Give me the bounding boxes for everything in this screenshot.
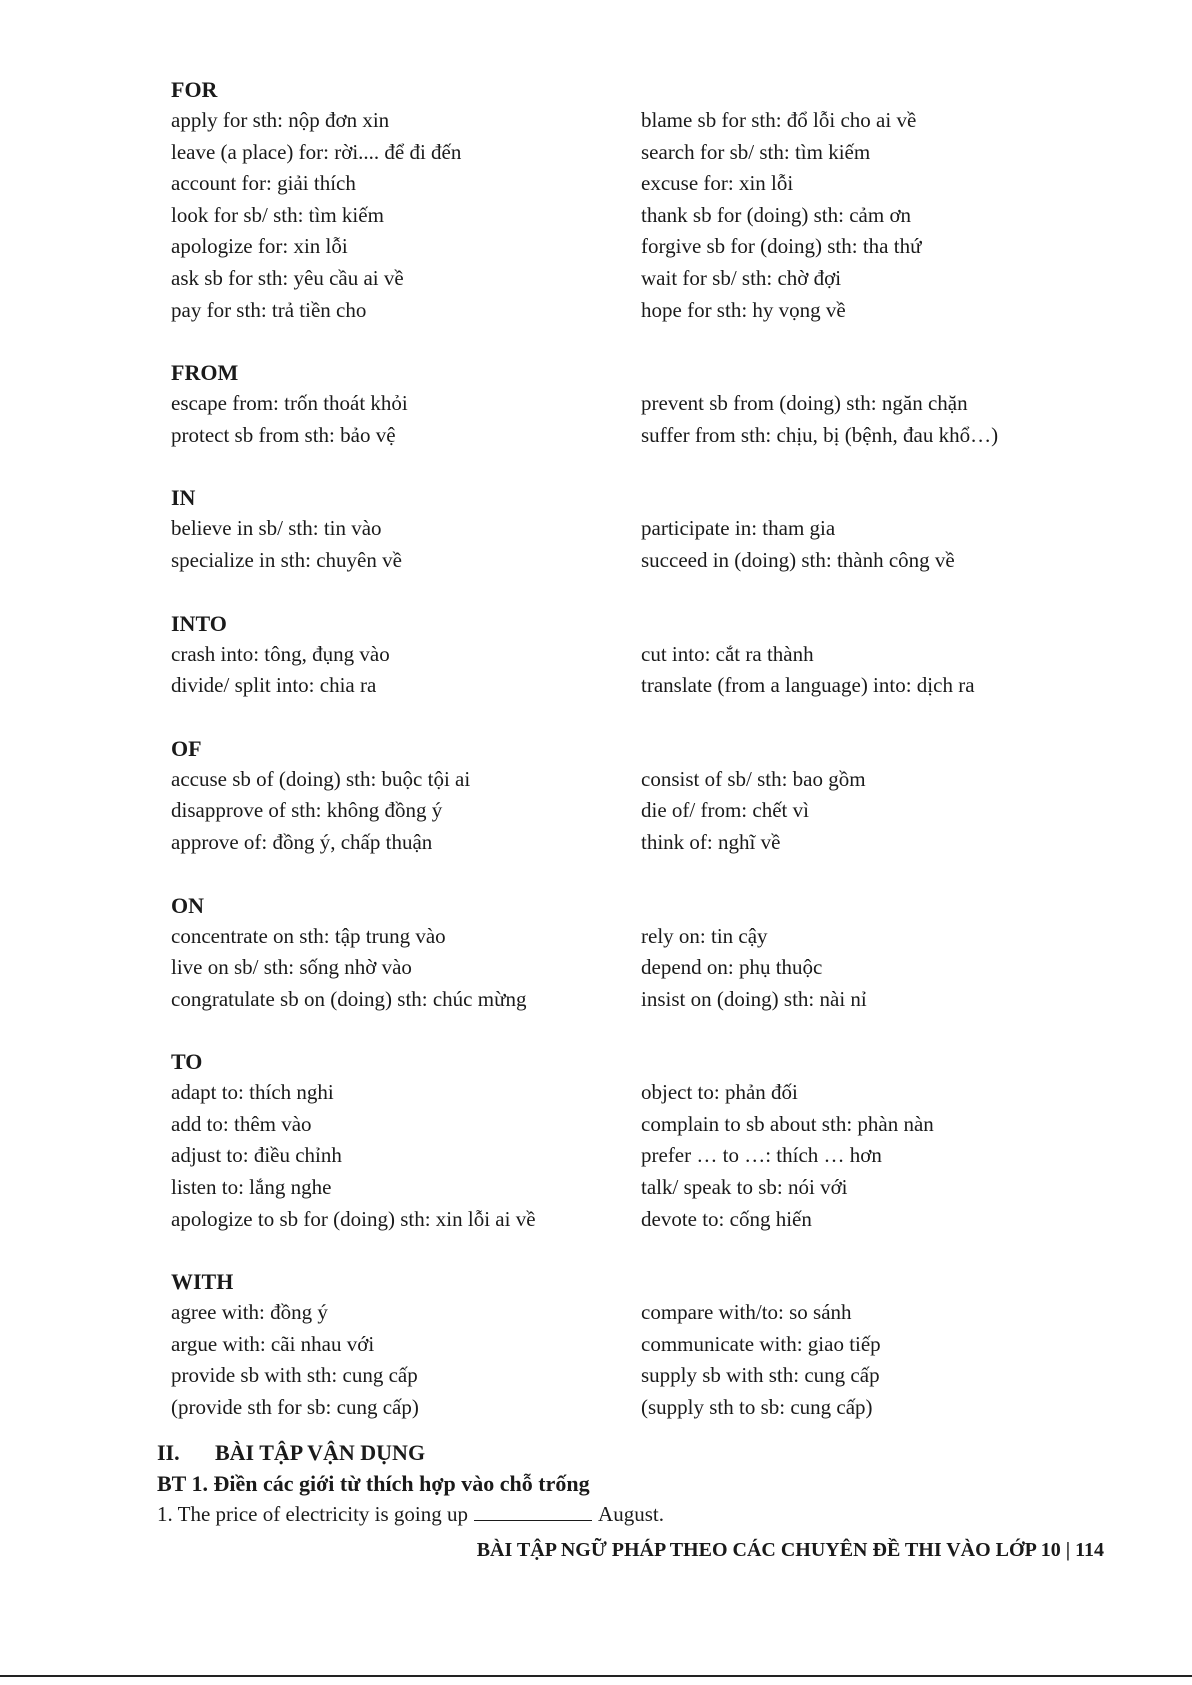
entry-left: believe in sb/ sth: tin vào (171, 516, 382, 541)
entry-right: thank sb for (doing) sth: cảm ơn (641, 202, 912, 227)
entry-left: adapt to: thích nghi (171, 1080, 334, 1105)
section-for (171, 74, 1121, 326)
entry-row (171, 1077, 1121, 1109)
entry-left: pay for sth: trả tiền cho (171, 297, 367, 322)
entry-left: add to: thêm vào (171, 1111, 312, 1136)
entry-left: apologize for: xin lỗi (171, 234, 348, 259)
entry-right: (supply sth to sb: cung cấp) (641, 1395, 873, 1420)
section-of (171, 733, 1121, 859)
section-on (171, 890, 1121, 1016)
entry-row (171, 1392, 1121, 1424)
entry-right: compare with/to: so sánh (641, 1300, 852, 1325)
entry-row (171, 639, 1121, 671)
entry-row (171, 952, 1121, 984)
entry-row (171, 545, 1121, 577)
entry-row (171, 295, 1121, 327)
section-heading: FROM (171, 360, 239, 386)
entry-row (171, 795, 1121, 827)
bottom-divider (0, 1675, 1192, 1677)
entry-right: search for sb/ sth: tìm kiếm (641, 139, 871, 164)
entry-left: apply for sth: nộp đơn xin (171, 108, 390, 132)
entry-right: die of/ from: chết vì (641, 798, 809, 823)
entry-right: object to: phản đối (641, 1080, 798, 1105)
section-in (171, 482, 1121, 576)
entry-row (171, 420, 1121, 452)
section-heading-ii (157, 1437, 1117, 1468)
entry-left: ask sb for sth: yêu cầu ai về (171, 265, 404, 290)
entry-left: agree with: đồng ý (171, 1300, 328, 1325)
entry-row (171, 1172, 1121, 1204)
question-text-after: August. (598, 1502, 664, 1526)
entry-left: provide sb with sth: cung cấp (171, 1363, 418, 1388)
entry-row (171, 231, 1121, 263)
entry-right: prevent sb from (doing) sth: ngăn chặn (641, 391, 968, 416)
entry-right: rely on: tin cậy (641, 923, 768, 948)
entry-right: devote to: cống hiến (641, 1206, 812, 1231)
entry-left: look for sb/ sth: tìm kiếm (171, 202, 384, 227)
section-to (171, 1046, 1121, 1235)
entry-left: congratulate sb on (doing) sth: chúc mừng (171, 986, 527, 1011)
question-text-before: 1. The price of electricity is going up (157, 1502, 469, 1526)
section-heading: OF (171, 735, 202, 761)
entry-row (171, 921, 1121, 953)
exercise-block (157, 1437, 1117, 1530)
entry-left: listen to: lắng nghe (171, 1175, 332, 1200)
entry-right: prefer … to …: thích … hơn (641, 1143, 882, 1168)
entry-right: supply sb with sth: cung cấp (641, 1363, 880, 1388)
entry-left: concentrate on sth: tập trung vào (171, 923, 446, 948)
entry-left: disapprove of sth: không đồng ý (171, 798, 443, 823)
entry-row (171, 168, 1121, 200)
entry-row (171, 105, 1121, 137)
entry-row (171, 1297, 1121, 1329)
entry-right: think of: nghĩ về (641, 829, 781, 854)
section-heading: TO (171, 1049, 203, 1075)
entry-right: communicate with: giao tiếp (641, 1331, 881, 1356)
entry-row (171, 1329, 1121, 1361)
entry-right: consist of sb/ sth: bao gồm (641, 766, 866, 791)
entry-row (171, 1360, 1121, 1392)
section-heading: WITH (171, 1269, 234, 1295)
entry-left: accuse sb of (doing) sth: buộc tội ai (171, 766, 471, 791)
section-into (171, 608, 1121, 702)
page-footer: BÀI TẬP NGỮ PHÁP THEO CÁC CHUYÊN ĐỀ THI VÀO LỚP 10 | 114 (476, 1539, 1104, 1561)
section-heading: FOR (171, 77, 218, 102)
entry-left: protect sb from sth: bảo vệ (171, 422, 396, 447)
entry-row (171, 984, 1121, 1016)
entry-row (171, 1204, 1121, 1236)
section-heading: ON (171, 892, 204, 918)
entry-right: succeed in (doing) sth: thành công về (641, 547, 955, 572)
entry-row (171, 764, 1121, 796)
preposition-list (171, 74, 1121, 1424)
entry-right: wait for sb/ sth: chờ đợi (641, 265, 842, 290)
entry-left: account for: giải thích (171, 171, 356, 196)
entry-row (171, 1109, 1121, 1141)
entry-right: translate (from a language) into: dịch ra (641, 673, 975, 698)
section-with (171, 1266, 1121, 1423)
entry-left: approve of: đồng ý, chấp thuận (171, 829, 433, 854)
entry-row (171, 513, 1121, 545)
entry-row (171, 1140, 1121, 1172)
roman-title: BÀI TẬP VẬN DỤNG (215, 1440, 426, 1465)
answer-blank[interactable] (474, 1500, 592, 1521)
roman-numeral: II. (157, 1440, 180, 1465)
entry-right: insist on (doing) sth: nài nỉ (641, 986, 867, 1011)
entry-row (171, 263, 1121, 295)
entry-right: cut into: cắt ra thành (641, 641, 814, 666)
entry-row (171, 200, 1121, 232)
entry-row (171, 670, 1121, 702)
entry-left: specialize in sth: chuyên về (171, 547, 402, 572)
section-from (171, 357, 1121, 451)
entry-right: depend on: phụ thuộc (641, 955, 823, 980)
entry-right: blame sb for sth: đổ lỗi cho ai về (641, 108, 917, 132)
entry-left: argue with: cãi nhau với (171, 1331, 375, 1356)
entry-left: (provide sth for sb: cung cấp) (171, 1395, 419, 1420)
entry-right: forgive sb for (doing) sth: tha thứ (641, 234, 922, 259)
entry-left: escape from: trốn thoát khỏi (171, 391, 408, 416)
entry-right: talk/ speak to sb: nói với (641, 1175, 848, 1200)
entry-right: suffer from sth: chịu, bị (bệnh, đau khổ…) (641, 422, 999, 447)
entry-left: adjust to: điều chỉnh (171, 1143, 342, 1168)
section-heading: INTO (171, 610, 227, 636)
entry-right: complain to sb about sth: phàn nàn (641, 1111, 934, 1136)
entry-left: apologize to sb for (doing) sth: xin lỗi ai về (171, 1206, 536, 1231)
entry-left: crash into: tông, đụng vào (171, 641, 390, 666)
entry-right: participate in: tham gia (641, 516, 836, 541)
entry-row (171, 137, 1121, 169)
entry-row (171, 388, 1121, 420)
entry-right: excuse for: xin lỗi (641, 171, 794, 196)
section-heading: IN (171, 485, 196, 511)
entry-right: hope for sth: hy vọng về (641, 297, 846, 322)
entry-left: live on sb/ sth: sống nhờ vào (171, 955, 412, 980)
entry-left: leave (a place) for: rời.... để đi đến (171, 139, 462, 164)
exercise-title: BT 1. Điền các giới từ thích hợp vào chỗ trống (157, 1471, 590, 1496)
question-1 (157, 1499, 1117, 1530)
entry-row (171, 827, 1121, 859)
entry-left: divide/ split into: chia ra (171, 673, 377, 698)
